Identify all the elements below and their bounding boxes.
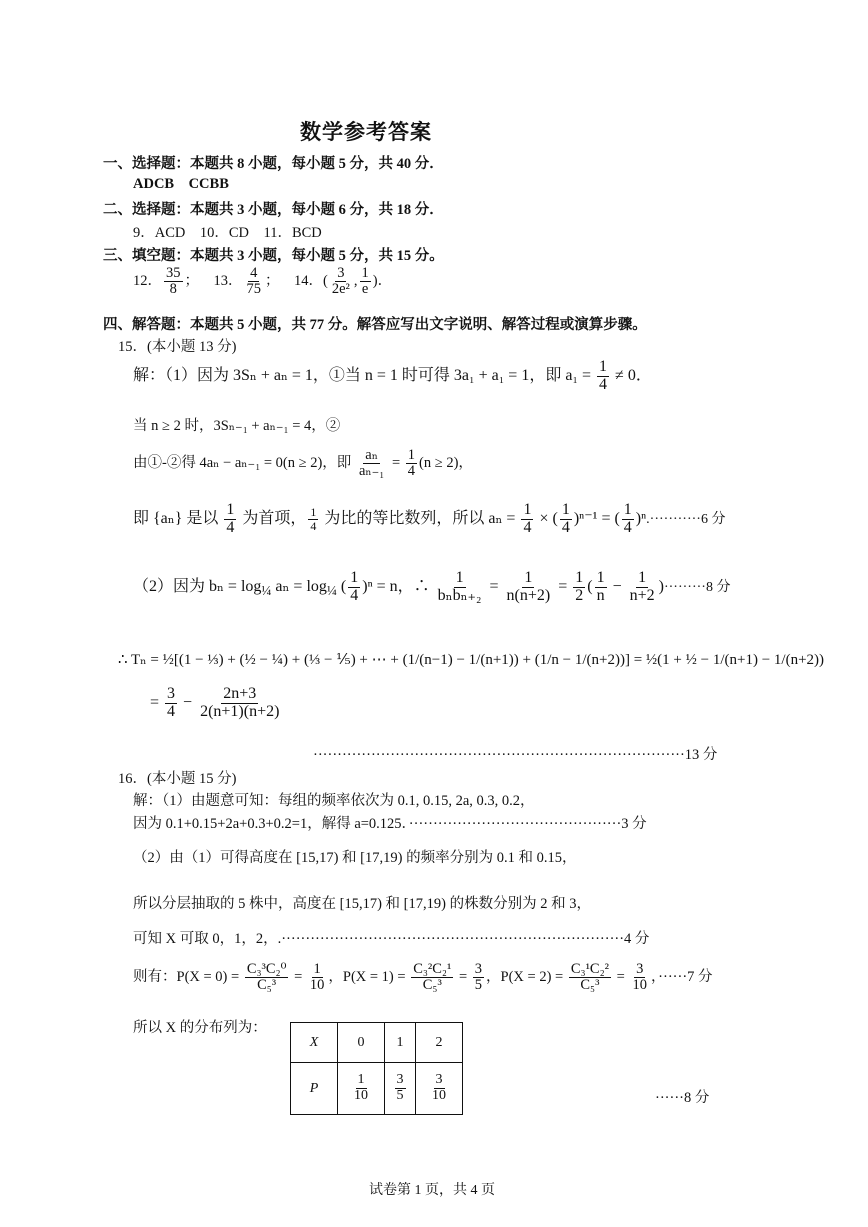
p16-line-6: 则有：P(X = 0) = $\frac{\text{C₃³C₂⁰}}{\text{C₅³}}$ = $\frac{1}{10}$ ，P(X = 1) = $\frac{\text{C₃²C₂¹}}{\text{C₅³}}$ = $\frac{3}{5}$ ，P(X = 2) = $\frac{\text{C₃¹C₂²}}{\text{C₅³}}$ = $\frac{3}{10}$ ，······7 分 xyxy=(133,961,713,994)
section-1-answers: ADCB CCBB xyxy=(133,176,229,192)
fraction: $\frac{35}{8}$ xyxy=(166,265,181,298)
fraction: $\frac{1}{e}$ xyxy=(361,265,369,298)
distribution-table xyxy=(290,1022,463,1115)
section-2-answers: 9．ACD 10．CD 11．BCD xyxy=(133,225,322,241)
table-cell: X xyxy=(291,1023,338,1063)
table-cell: 0 xyxy=(338,1023,385,1063)
fraction: $\frac{3}{\text{2e²}}$ xyxy=(331,265,350,298)
page-title: 数学参考答案 xyxy=(300,120,432,144)
section-2-header: 二、选择题：本题共 3 小题，每小题 6 分，共 18 分． xyxy=(103,202,444,218)
problem-16-header: 16．(本小题 15 分) xyxy=(118,771,237,787)
p15-line-4: 即 {aₙ} 是以 $\frac{1}{4}$ 为首项， $\frac{1}{4}$ 为比的等比数列，所以 aₙ = $\frac{1}{4}$ × ( $\frac{1}{4}$ )ⁿ⁻¹ = ( $\frac{1}{4}$ )ⁿ.···········6 分 xyxy=(133,501,726,536)
p15-line-7: = $\frac{3}{4}$ − $\frac{2n+3}{2(n+1)(n+2)}$ xyxy=(150,685,280,720)
section-3-answers: 12． $\frac{35}{8}$ ； 13． $\frac{4}{75}$ ； 14．( $\frac{3}{\text{2e²}}$ , $\frac{1}{e}$ )． xyxy=(133,265,393,298)
p16-score-8: ······8 分 xyxy=(655,1090,710,1106)
p16-line-5: 可知 X 可取 0，1，2，.·······································································4 分 xyxy=(133,931,650,947)
page-footer: 试卷第 1 页，共 4 页 xyxy=(369,1183,495,1198)
p16-line-2: 因为 0.1+0.15+2a+0.3+0.2=1，解得 a=0.125．············································3 分 xyxy=(133,816,647,832)
table-cell: $\frac{1}{10}$ xyxy=(338,1063,385,1115)
section-4-header: 四、解答题：本题共 5 小题，共 77 分。解答应写出文字说明、解答过程或演算步骤。 xyxy=(103,317,647,333)
table-cell: $\frac{3}{10}$ xyxy=(416,1063,463,1115)
table-cell: P xyxy=(291,1063,338,1115)
p16-line-7: 所以 X 的分布列为： xyxy=(133,1020,267,1036)
p15-line-1: 解：（1）因为 3Sₙ + aₙ = 1，①当 n = 1 时可得 3a₁ + a₁ = 1，即 a₁ = $\frac{1}{4}$ ≠ 0． xyxy=(133,358,652,393)
p15-line-6: ∴ Tₙ = ½[(1 − ⅓) + (½ − ¼) + (⅓ − ⅕) + ⋯ + (1/(n−1) − 1/(n+1)) + (1/n − 1/(n+2))] = ½(1 + ½ − 1/(n+1) − 1/(n+2)) xyxy=(118,652,825,668)
p16-line-3: （2）由（1）可得高度在 [15,17) 和 [17,19) 的频率分别为 0.1 和 0.15， xyxy=(133,850,577,866)
problem-15-header: 15．(本小题 13 分) xyxy=(118,339,237,355)
p15-line-5: （2）因为 $b_n = \log_{\frac{1}{4}} a_n = \log_{\frac{1}{4}}$ ( $\frac{1}{4}$ )ⁿ = n，∴ $\frac{1}{\text{bₙbₙ₊₂}}$ = $\frac{1}{n(n+2)}$ = $\frac{1}{2}$ ( $\frac{1}{n}$ − $\frac{1}{n+2}$ )·········8 分 xyxy=(133,569,731,604)
p16-line-1: 解：（1）由题意可知：每组的频率依次为 0.1, 0.15, 2a, 0.3, 0.2， xyxy=(133,793,535,809)
section-1-header: 一、选择题：本题共 8 小题，每小题 5 分，共 40 分． xyxy=(103,156,444,172)
p16-line-4: 所以分层抽取的 5 株中，高度在 [15,17) 和 [17,19) 的株数分别为 2 和 3， xyxy=(133,896,591,912)
section-3-header: 三、填空题：本题共 3 小题，每小题 5 分，共 15 分。 xyxy=(103,248,444,264)
p15-score-13: ·············································································13 分 xyxy=(313,747,718,763)
table-cell: $\frac{3}{5}$ xyxy=(385,1063,416,1115)
p15-line-2: 当 n ≥ 2 时，3Sₙ₋₁ + aₙ₋₁ = 4，② xyxy=(133,418,341,434)
fraction: $\frac{4}{75}$ xyxy=(246,265,261,298)
table-cell: 1 xyxy=(385,1023,416,1063)
table-cell: 2 xyxy=(416,1023,463,1063)
p15-line-3: 由①-②得 4aₙ − aₙ₋₁ = 0(n ≥ 2)，即 $\frac{\text{aₙ}}{\text{aₙ₋₁}}$ = $\frac{1}{4}$ (n ≥ 2)， xyxy=(133,447,473,480)
